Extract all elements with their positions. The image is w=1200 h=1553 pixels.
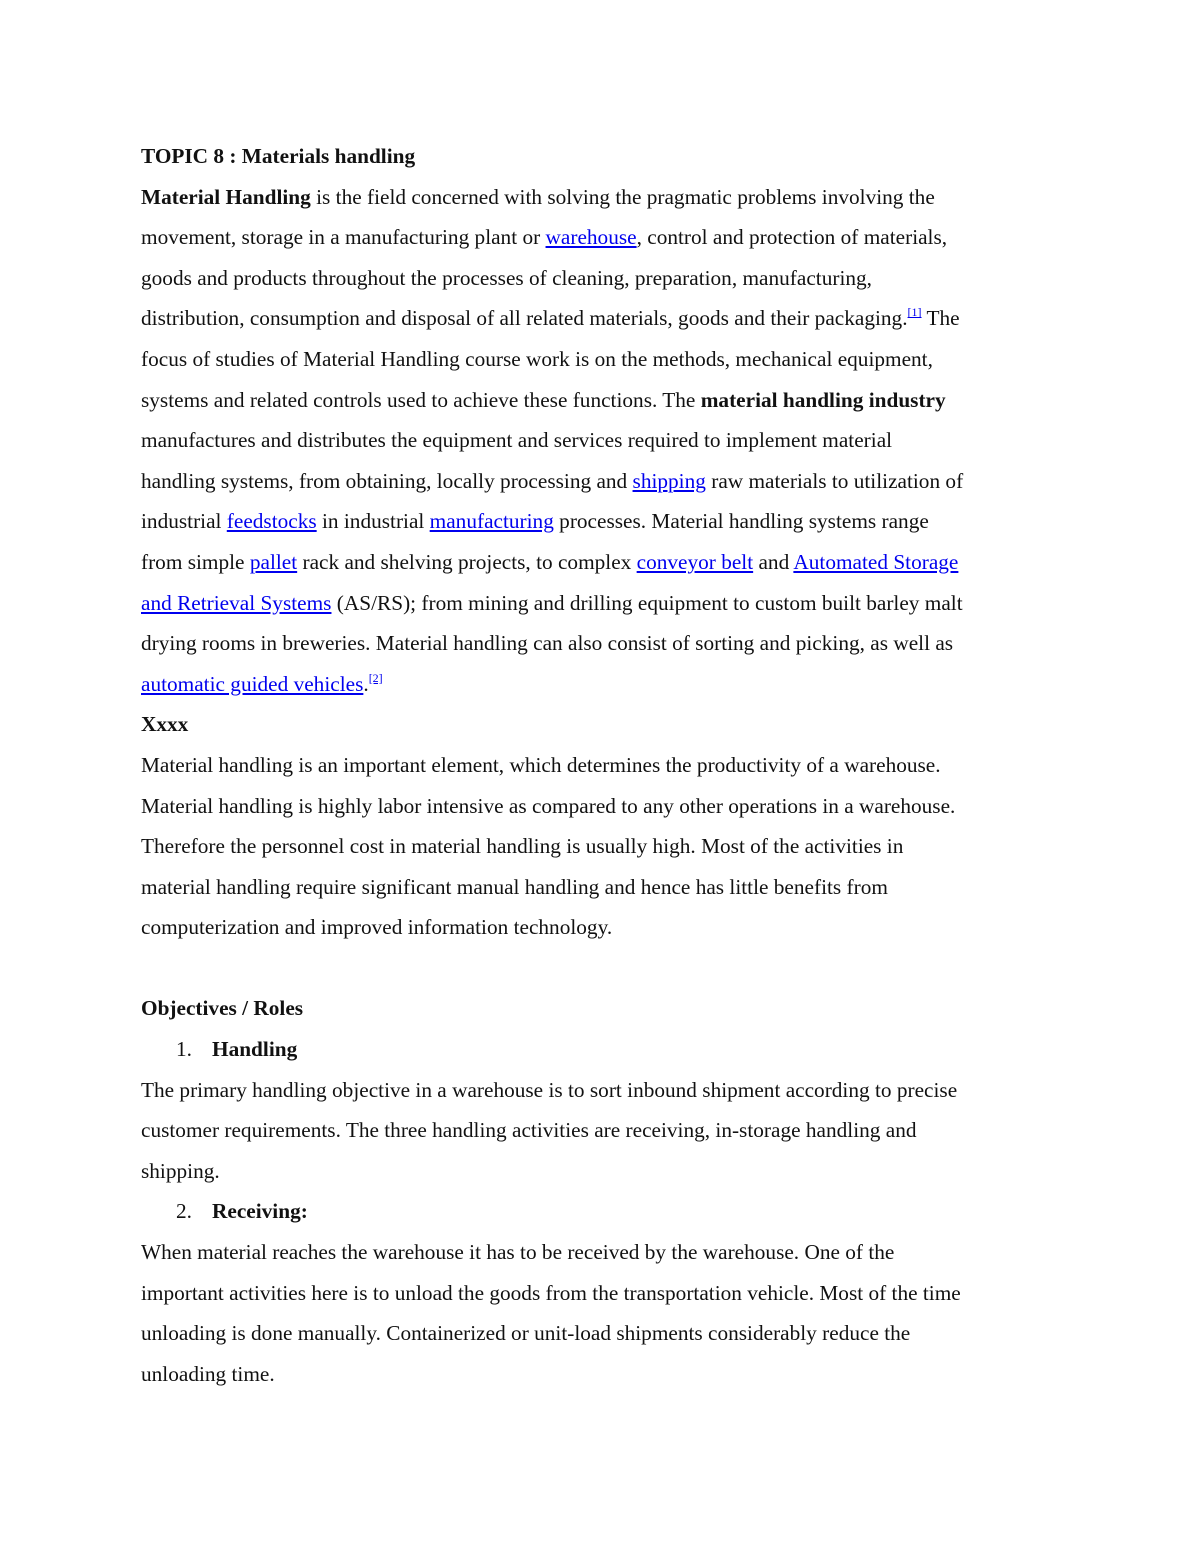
- list-item-title: Receiving:: [212, 1199, 308, 1224]
- list-number: 2.: [176, 1199, 192, 1224]
- text-line: goods and products throughout the processes of cleaning, preparation, manufacturing,: [141, 265, 872, 290]
- text-run: rack and shelving projects, to complex: [297, 549, 637, 574]
- link-warehouse[interactable]: warehouse: [545, 225, 637, 250]
- text-run: systems and related controls used to achieve these functions. The: [141, 387, 701, 412]
- text-run: industrial: [141, 509, 227, 534]
- section-xxxx-paragraph: [141, 745, 1061, 948]
- text-line: [141, 380, 1061, 421]
- text-line: [141, 217, 1061, 258]
- text-line: focus of studies of Material Handling course work is on the methods, mechanical equipment,: [141, 346, 933, 371]
- blank-line: [141, 948, 1061, 989]
- text-run: is the field concerned with solving the pragmatic problems involving the: [310, 184, 935, 209]
- text-line: [141, 177, 1061, 218]
- list-number: 1.: [176, 1037, 192, 1062]
- link-asrs[interactable]: Automated Storage: [793, 549, 959, 574]
- text-run: movement, storage in a manufacturing plant or: [141, 225, 546, 250]
- text-run: (AS/RS); from mining and drilling equipment to custom built barley malt: [331, 590, 963, 615]
- text-run: in industrial: [316, 509, 430, 534]
- text-line: Material handling is an important element, which determines the productivity of a warehouse.: [141, 752, 941, 777]
- text-line: When material reaches the warehouse it has to be received by the warehouse. One of the: [141, 1240, 895, 1265]
- text-line: computerization and improved information technology.: [141, 915, 613, 940]
- text-line: The primary handling objective in a warehouse is to sort inbound shipment according to precise: [141, 1077, 958, 1102]
- text-line: unloading is done manually. Containerized or unit-load shipments considerably reduce the: [141, 1321, 911, 1346]
- text-line: customer requirements. The three handling activities are receiving, in-storage handling and: [141, 1118, 917, 1143]
- link-manufacturing[interactable]: manufacturing: [429, 509, 554, 534]
- receiving-paragraph: [141, 1232, 1061, 1394]
- list-item-title: Handling: [212, 1037, 298, 1062]
- text-line: [141, 583, 1061, 624]
- text-run: .: [363, 671, 369, 696]
- text-run: raw materials to utilization of: [705, 468, 964, 493]
- citation-1: [908, 305, 922, 319]
- text-line: Therefore the personnel cost in material handling is usually high. Most of the activities in: [141, 834, 904, 859]
- text-line: important activities here is to unload the goods from the transportation vehicle. Most of the time: [141, 1280, 961, 1305]
- citation-link-1[interactable]: [1]: [907, 305, 922, 320]
- text-line: manufactures and distributes the equipment and services required to implement material: [141, 428, 893, 453]
- list-item-receiving: [141, 1191, 1061, 1232]
- citation-2: [369, 671, 383, 685]
- text-line: material handling require significant manual handling and hence has little benefits from: [141, 874, 888, 899]
- text-run: handling systems, from obtaining, locally processing and: [141, 468, 633, 493]
- text-line: [141, 461, 1061, 502]
- link-feedstocks[interactable]: feedstocks: [226, 509, 317, 534]
- link-asrs-continued[interactable]: and Retrieval Systems: [141, 590, 332, 615]
- text-run: from simple: [141, 549, 250, 574]
- list-item-handling: [141, 1029, 1061, 1070]
- section-heading-objectives: Objectives / Roles: [141, 996, 304, 1021]
- text-line: [141, 664, 1061, 705]
- text-run: distribution, consumption and disposal of all related materials, goods and their packaging.: [141, 306, 908, 331]
- industry-term-bold: material handling industry: [700, 387, 946, 412]
- link-shipping[interactable]: shipping: [632, 468, 706, 493]
- section-heading-xxxx: Xxxx: [141, 712, 189, 737]
- text-line: [141, 501, 1061, 542]
- text-run: processes. Material handling systems range: [553, 509, 929, 534]
- text-run: , control and protection of materials,: [636, 225, 948, 250]
- text-line: [141, 542, 1061, 583]
- page-title: TOPIC 8 : Materials handling: [141, 144, 416, 168]
- term-bold: Material Handling: [141, 184, 311, 209]
- link-conveyor-belt[interactable]: conveyor belt: [636, 549, 754, 574]
- intro-paragraph: [141, 177, 1061, 705]
- text-line: Material handling is highly labor intensive as compared to any other operations in a warehouse.: [141, 793, 956, 818]
- text-line: shipping.: [141, 1158, 220, 1183]
- text-line: [141, 298, 1061, 339]
- text-run: The: [921, 306, 960, 331]
- citation-link-2[interactable]: [2]: [368, 670, 383, 685]
- text-run: and: [753, 549, 794, 574]
- link-pallet[interactable]: pallet: [249, 549, 298, 574]
- text-line: drying rooms in breweries. Material handling can also consist of sorting and picking, as well as: [141, 631, 954, 656]
- handling-paragraph: [141, 1070, 1061, 1192]
- link-automatic-guided-vehicles[interactable]: automatic guided vehicles: [141, 671, 364, 696]
- document-page: [141, 136, 1061, 1394]
- text-line: unloading time.: [141, 1361, 275, 1386]
